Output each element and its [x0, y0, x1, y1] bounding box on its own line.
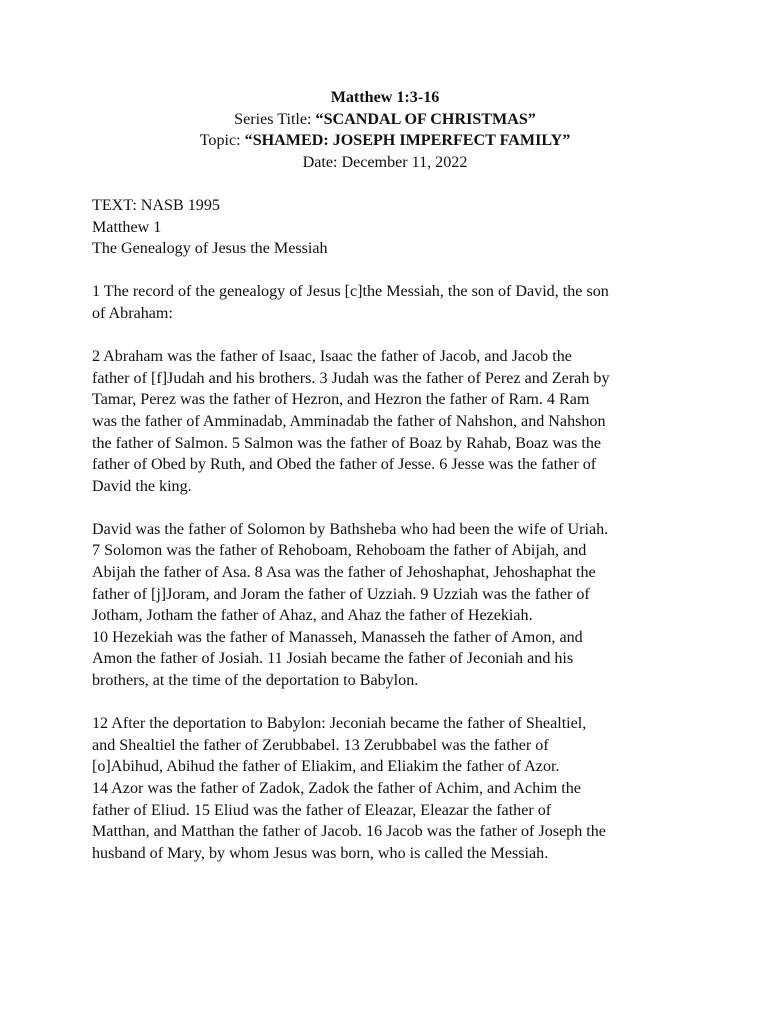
verse-line: David the king. [92, 477, 192, 495]
spacer [92, 692, 678, 714]
topic-line [92, 130, 678, 152]
verse-paragraph [92, 281, 678, 324]
verse-paragraph [92, 713, 678, 864]
verse-line: father of [j]Joram, and Joram the father of Uzziah. 9 Uzziah was the father of [92, 585, 590, 603]
spacer [92, 325, 678, 347]
verse-line: 14 Azor was the father of Zadok, Zadok the father of Achim, and Achim the [92, 780, 581, 797]
verse-paragraph [92, 519, 678, 692]
document-header [92, 87, 678, 173]
verse-line: of Abraham: [92, 304, 173, 322]
topic-title: “SHAMED: JOSEPH IMPERFECT FAMILY” [244, 132, 571, 150]
scripture-reference: Matthew 1:3-16 [330, 89, 440, 106]
series-title-line [92, 109, 678, 131]
verse-line: 7 Solomon was the father of Rehoboam, Rehoboam the father of Abijah, and [92, 542, 587, 560]
chapter-label: Matthew 1 [92, 218, 162, 236]
text-info [92, 195, 678, 260]
translation-label: TEXT: NASB 1995 [92, 196, 220, 214]
verse-line: Jotham, Jotham the father of Ahaz, and Ahaz the father of Hezekiah. [92, 607, 533, 625]
verse-line: father of Obed by Ruth, and Obed the father of Jesse. 6 Jesse was the father of [92, 456, 597, 474]
series-title-prefix: Series Title: [234, 110, 316, 128]
spacer [92, 260, 678, 282]
verse-line: father of [f]Judah and his brothers. 3 Judah was the father of Perez and Zerah by [92, 369, 610, 387]
verse-line: 12 After the deportation to Babylon: Jeconiah became the father of Shealtiel, [92, 715, 587, 733]
verse-paragraph [92, 346, 678, 497]
verse-line: Tamar, Perez was the father of Hezron, and Hezron the father of Ram. 4 Ram [92, 391, 590, 409]
verse-line: was the father of Amminadab, Amminadab the father of Nahshon, and Nahshon [92, 412, 606, 430]
verse-line: Amon the father of Josiah. 11 Josiah became the father of Jeconiah and his [92, 650, 574, 668]
verse-line: 1 The record of the genealogy of Jesus [c]the Messiah, the son of David, the son [92, 283, 609, 301]
document-page [92, 87, 678, 864]
topic-prefix: Topic: [199, 132, 245, 150]
verse-line: David was the father of Solomon by Bathsheba who had been the wife of Uriah. [92, 520, 609, 538]
passage-heading: The Genealogy of Jesus the Messiah [92, 240, 328, 258]
verse-line: and Shealtiel the father of Zerubbabel. 13 Zerubbabel was the father of [92, 736, 549, 754]
spacer [92, 497, 678, 519]
scripture-body [92, 260, 678, 865]
verse-line: [o]Abihud, Abihud the father of Eliakim, and Eliakim the father of Azor. [92, 758, 560, 776]
verse-line: the father of Salmon. 5 Salmon was the father of Boaz by Rahab, Boaz was the [92, 434, 602, 452]
verse-line: Matthan, and Matthan the father of Jacob. 16 Jacob was the father of Joseph the [92, 823, 606, 841]
verse-line: 2 Abraham was the father of Isaac, Isaac the father of Jacob, and Jacob the [92, 348, 572, 366]
sermon-date: Date: December 11, 2022 [302, 153, 468, 171]
spacer [92, 173, 678, 195]
verse-line: husband of Mary, by whom Jesus was born, who is called the Messiah. [92, 844, 549, 862]
verse-line: 10 Hezekiah was the father of Manasseh, Manasseh the father of Amon, and [92, 628, 583, 646]
verse-line: father of Eliud. 15 Eliud was the father of Eleazar, Eleazar the father of [92, 801, 552, 819]
verse-line: Abijah the father of Asa. 8 Asa was the father of Jehoshaphat, Jehoshaphat the [92, 564, 596, 582]
verse-line: brothers, at the time of the deportation to Babylon. [92, 672, 419, 690]
series-title: “SCANDAL OF CHRISTMAS” [315, 110, 536, 128]
